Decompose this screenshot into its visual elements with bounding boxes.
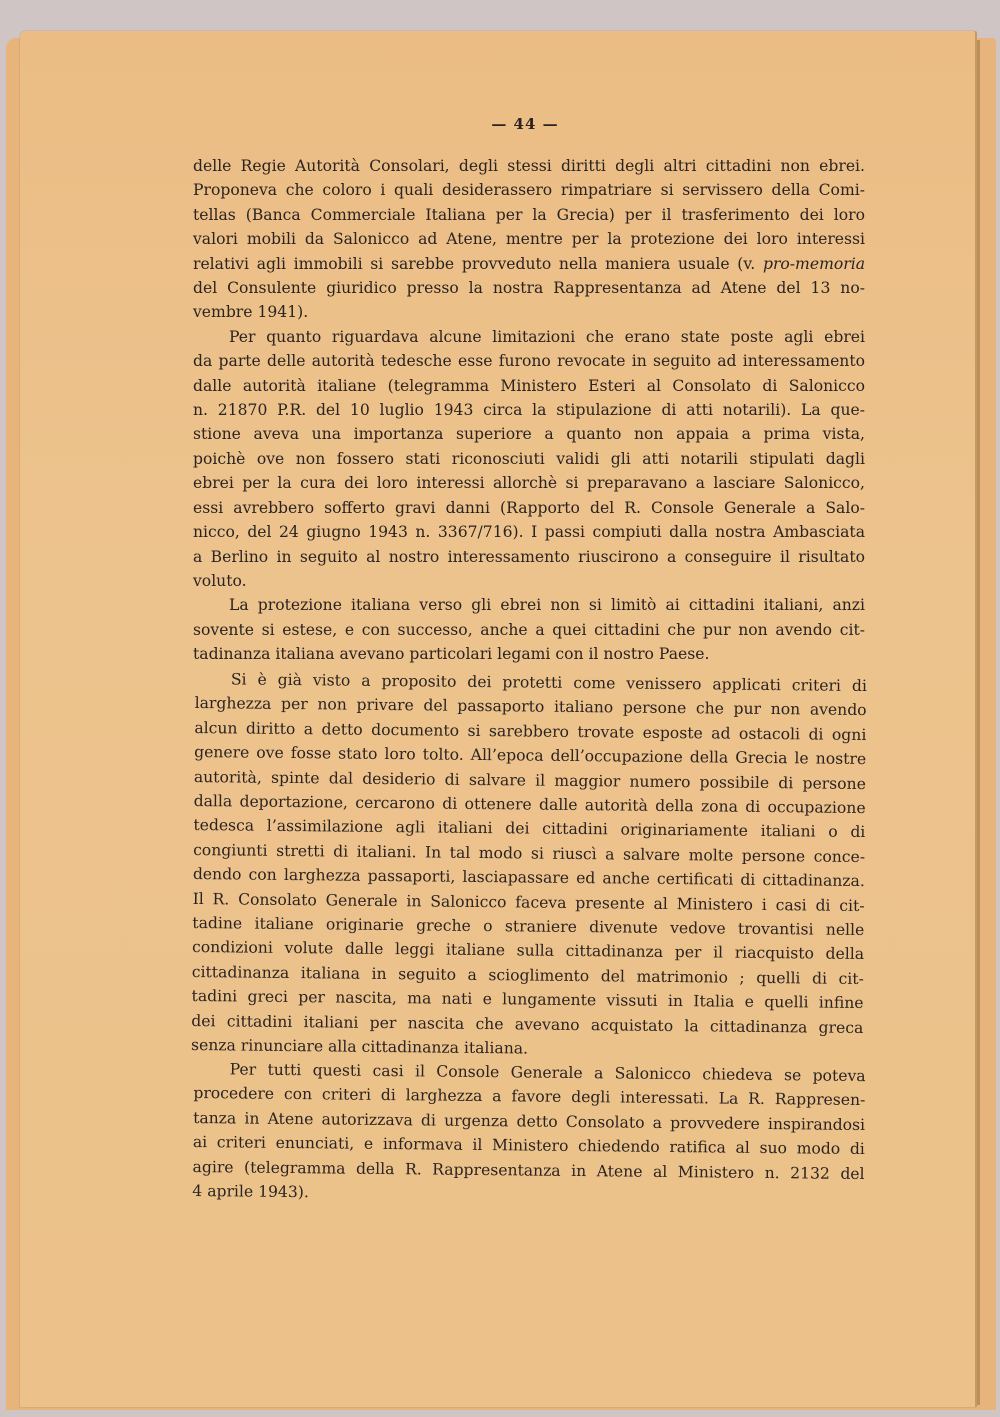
italic-term: pro-memoria xyxy=(762,254,865,273)
text-line: vembre 1941). xyxy=(193,303,309,322)
text-line: a Berlino in seguito al nostro interessamento riuscirono a conseguire il risultato xyxy=(193,547,865,566)
text-line: sovente si estese, e con successo, anche a quei cittadini che pur non avendo cit- xyxy=(193,620,865,639)
text-line: poichè ove non fossero stati riconosciuti validi gli atti notarili stipulati dagli xyxy=(193,449,865,468)
text-line: essi avrebbero sofferto gravi danni (Rapporto del R. Console Generale a Salo- xyxy=(193,498,865,517)
text-line: senza rinunciare alla cittadinanza italiana. xyxy=(190,1035,529,1058)
text-line: tadini greci per nascita, ma nati e lungamente vissuti in Italia e quelli infine xyxy=(191,986,864,1012)
text-line: 4 aprile 1943). xyxy=(192,1182,309,1202)
text-line: tadine italiane originarie greche o straniere divenute vedove trovantisi nelle xyxy=(192,913,865,939)
text-line: Il R. Consolato Generale in Salonicco faceva presente al Ministero i casi di cit- xyxy=(192,889,865,915)
paragraph xyxy=(192,1057,865,1210)
paragraph xyxy=(193,154,865,325)
text-line: agire (telegramma della R. Rappresentanza in Atene al Ministero n. 2132 del xyxy=(192,1157,865,1183)
text-line: dalla deportazione, cercarono di ottenere dalle autorità della zona di occupazione xyxy=(193,791,866,817)
text-line: delle Regie Autorità Consolari, degli stessi diritti degli altri cittadini non ebrei. xyxy=(193,157,865,175)
text-line: ebrei per la cura dei loro interessi allorchè si preparavano a lasciare Salonicco, xyxy=(193,474,865,493)
text-line: autorità, spinte dal desiderio di salvare il maggior numero possibile di persone xyxy=(193,767,866,793)
text-line: relativi agli immobili si sarebbe provveduto nella maniera usuale (v. pro-memoria xyxy=(193,254,865,273)
text-line: tedesca l’assimilazione agli italiani dei cittadini originariamente italiani o di xyxy=(193,815,866,842)
text-line: n. 21870 P.R. del 10 luglio 1943 circa la stipulazione di atti notarili). La que- xyxy=(193,401,865,420)
text-line: nicco, del 24 giugno 1943 n. 3367/716). I passi compiuti dalla nostra Ambasciata xyxy=(193,523,865,542)
text-line: cittadinanza italiana in seguito a scioglimento del matrimonio ; quelli di cit- xyxy=(191,962,864,988)
text-line: congiunti stretti di italiani. In tal modo si riuscì a salvare molte persone conce- xyxy=(193,840,866,866)
text-line: da parte delle autorità tedesche esse furono revocate in seguito ad interessamento xyxy=(193,352,865,371)
text-line: Per quanto riguardava alcune limitazioni che erano state poste agli ebrei xyxy=(229,327,865,346)
text-line: stione aveva una importanza superiore a quanto non appaia a prima vista, xyxy=(193,425,865,444)
text-line: Proponeva che coloro i quali desiderassero rimpatriare si servissero della Comi- xyxy=(193,181,865,200)
text-line: larghezza per non privare del passaporto italiano persone che pur non avendo xyxy=(194,693,867,719)
text-line: Si è già visto a proposito dei protetti come venissero applicati criteri di xyxy=(230,669,867,695)
text-line: alcun diritto a detto documento si sarebbero trovate esposte ad ostacoli di ogni xyxy=(194,718,867,744)
document-body xyxy=(190,154,867,1203)
text-line: procedere con criteri di larghezza a favore degli interessati. La R. Rappresen- xyxy=(193,1084,866,1110)
text-line: dei cittadini italiani per nascita che avevano acquistato la cittadinanza greca xyxy=(191,1011,864,1037)
text-line: tanza in Atene autorizzava di urgenza detto Consolato a provvedere inspirandosi xyxy=(193,1108,866,1134)
paragraph xyxy=(193,593,865,666)
page-edge-shadow xyxy=(977,40,980,1405)
text-line: condizioni volute dalle leggi italiane sulla cittadinanza per il riacquisto della xyxy=(192,937,865,964)
text-line: tellas (Banca Commerciale Italiana per la Grecia) per il trasferimento dei loro xyxy=(193,205,865,224)
text-line: voluto. xyxy=(193,571,247,590)
text-line: La protezione italiana verso gli ebrei non si limitò ai cittadini italiani, anzi xyxy=(229,596,865,615)
text-line: valori mobili da Salonicco ad Atene, mentre per la protezione dei loro interessi xyxy=(193,230,865,249)
text-line: tadinanza italiana avevano particolari legami con il nostro Paese. xyxy=(193,645,710,664)
page-number: — 44 — xyxy=(491,115,559,133)
text-line: dendo con larghezza passaporti, lasciapassare ed anche certificati di cittadinanza. xyxy=(192,864,865,890)
paragraph xyxy=(193,325,865,593)
paragraph xyxy=(191,667,867,1065)
text-line: genere ove fosse stato loro tolto. All’epoca dell’occupazione della Grecia le nostre xyxy=(194,742,867,768)
text-line: dalle autorità italiane (telegramma Ministero Esteri al Consolato di Salonicco xyxy=(193,376,865,395)
text-line: Per tutti questi casi il Console Generale a Salonicco chiedeva se poteva xyxy=(229,1060,866,1086)
text-line: del Consulente giuridico presso la nostra Rappresentanza ad Atene del 13 no- xyxy=(193,279,865,298)
text-line: ai criteri enunciati, e informava il Ministero chiedendo ratifica al suo modo di xyxy=(192,1133,865,1159)
